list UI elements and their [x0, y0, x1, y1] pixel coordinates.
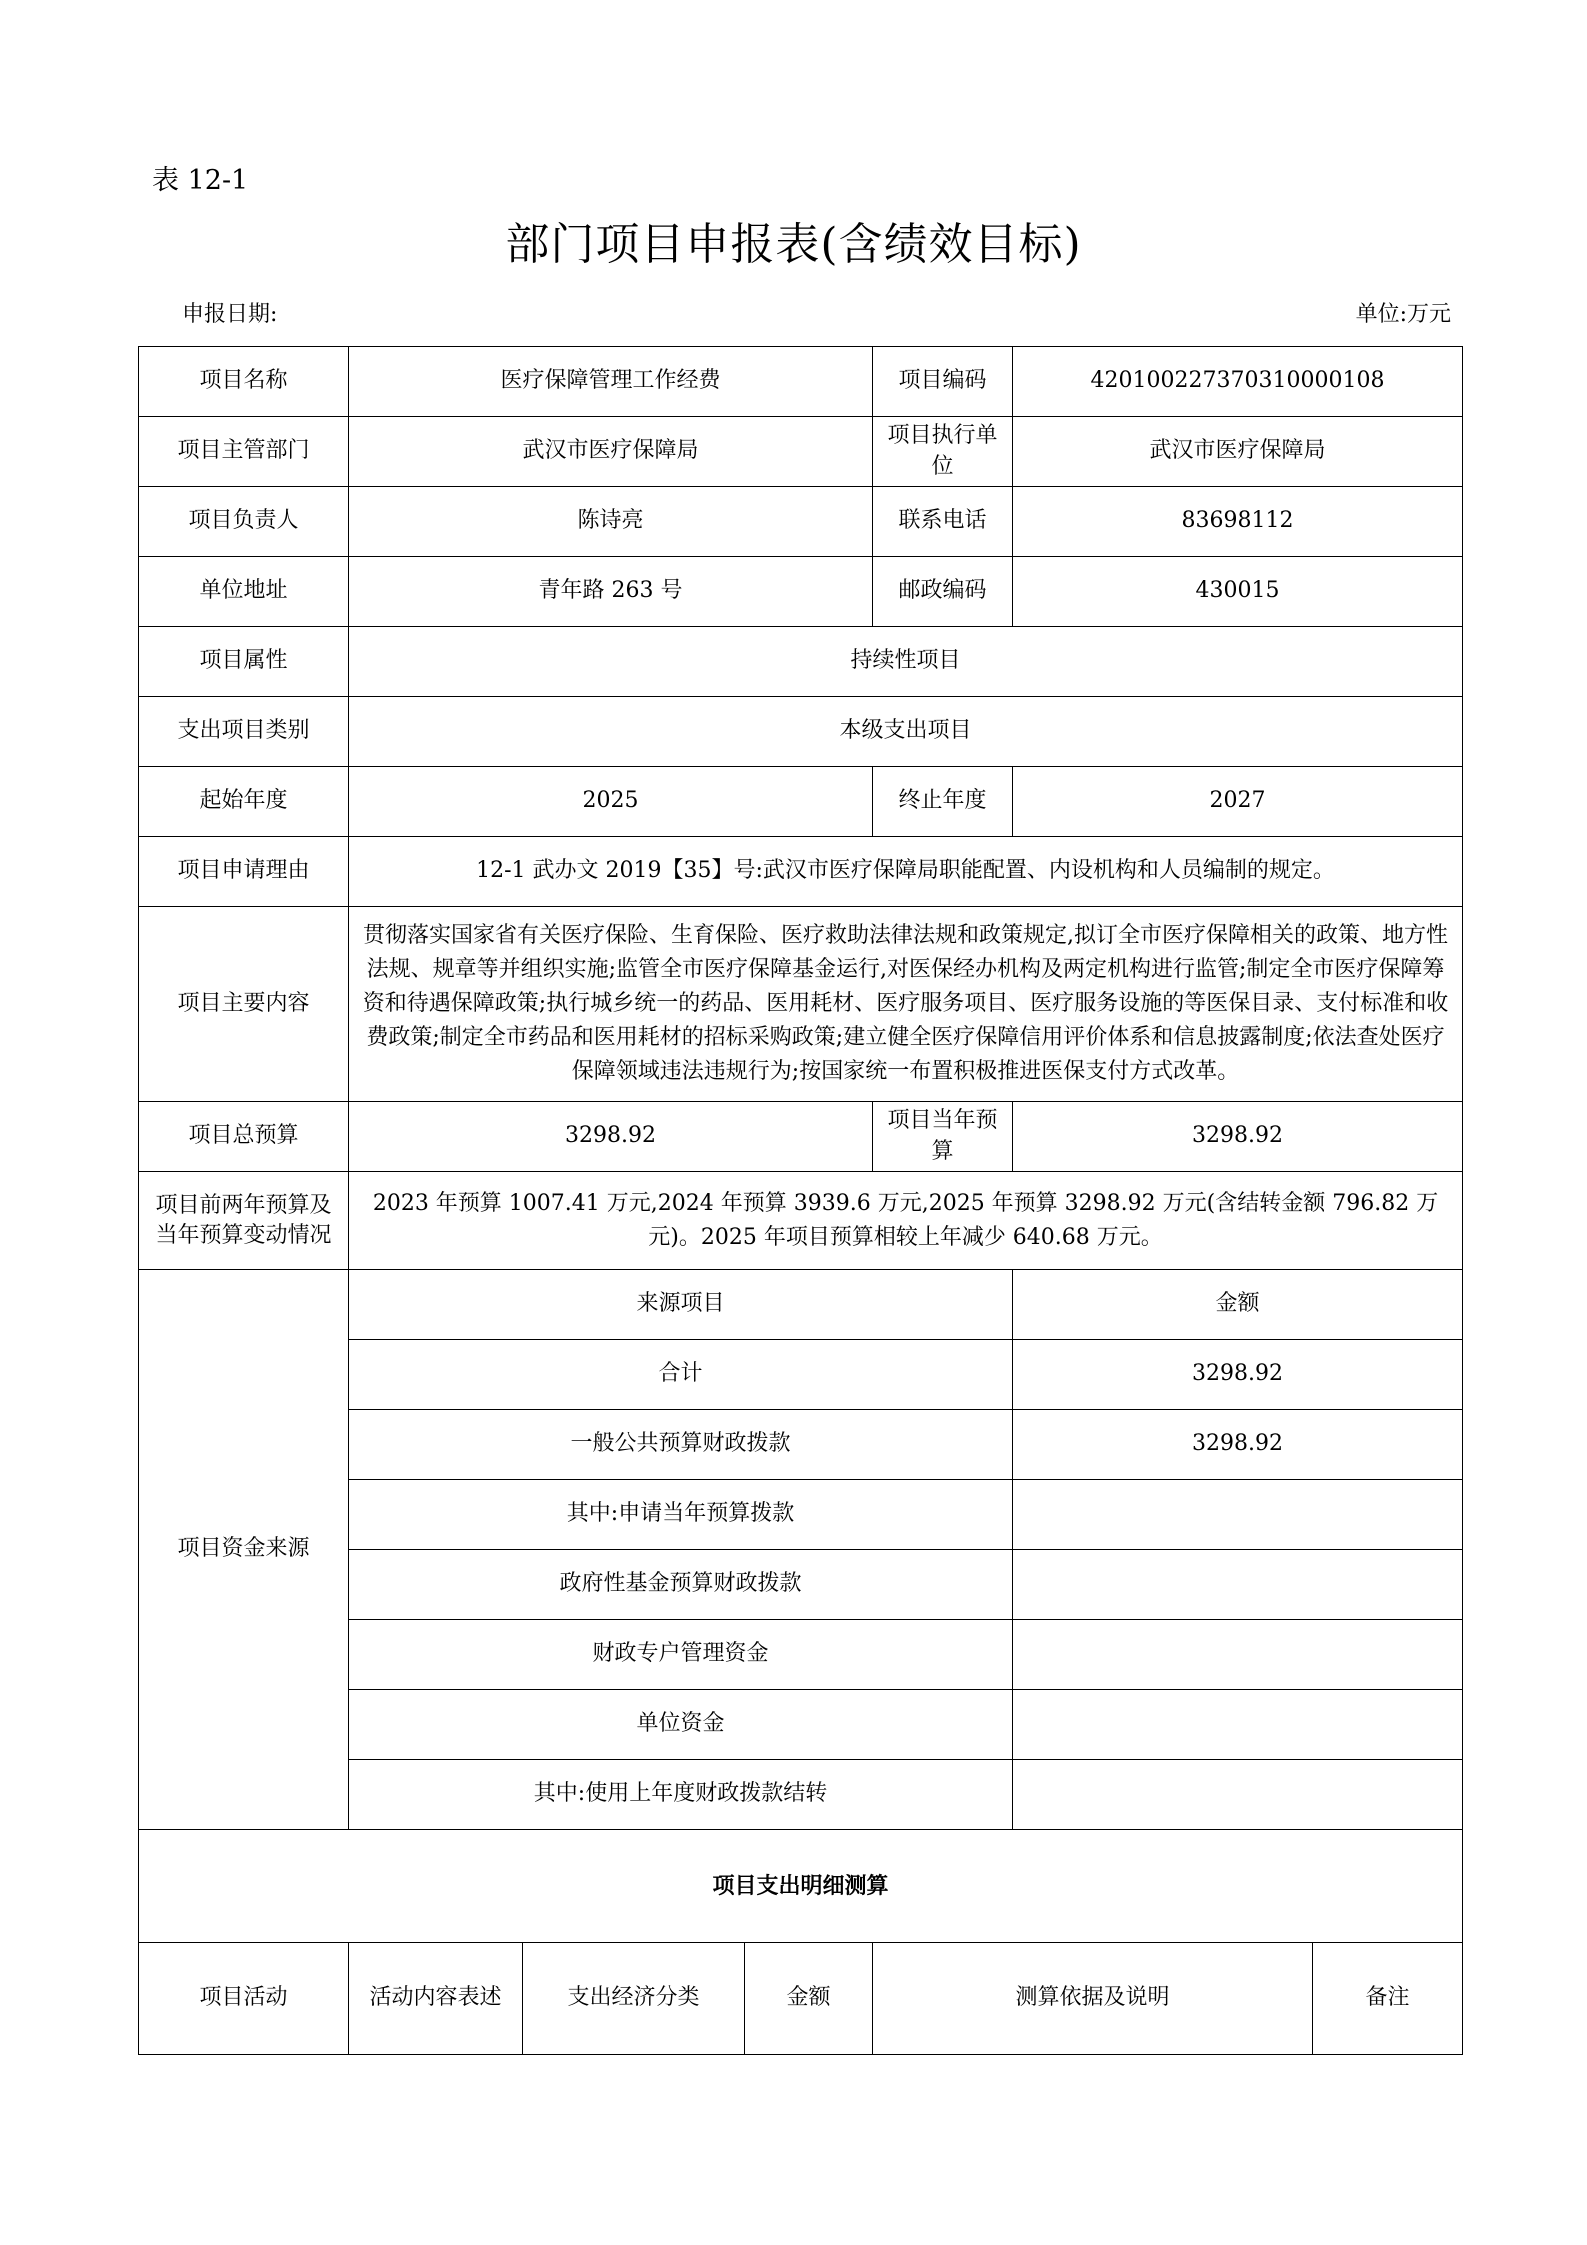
- row-owner: [139, 487, 1463, 557]
- funding-row-source: 财政专户管理资金: [349, 1620, 1013, 1690]
- row-reason: [139, 837, 1463, 907]
- reason-value: 12-1 武办文 2019【35】号:武汉市医疗保障局职能配置、内设机构和人员编制的规定。: [349, 837, 1463, 907]
- row-department: [139, 417, 1463, 487]
- funding-row-source: 一般公共预算财政拨款: [349, 1410, 1013, 1480]
- budget-change-value: 2023 年预算 1007.41 万元,2024 年预算 3939.6 万元,2025 年预算 3298.92 万元(含结转金额 796.82 万元)。2025 年项目预算相较上年减少 640.68 万元。: [349, 1172, 1463, 1270]
- funding-row-amount: [1013, 1620, 1463, 1690]
- detail-col-basis: 测算依据及说明: [873, 1943, 1313, 2055]
- end-year-label: 终止年度: [873, 767, 1013, 837]
- funding-row-source: 其中:使用上年度财政拨款结转: [349, 1760, 1013, 1830]
- owner-label: 项目负责人: [139, 487, 349, 557]
- unit-label: 单位:万元: [1355, 302, 1451, 327]
- project-name-label: 项目名称: [139, 347, 349, 417]
- current-budget-value: 3298.92: [1013, 1102, 1463, 1172]
- detail-col-activity: 项目活动: [139, 1943, 349, 2055]
- current-budget-label: 项目当年预算: [873, 1102, 1013, 1172]
- zip-value: 430015: [1013, 557, 1463, 627]
- row-address: [139, 557, 1463, 627]
- zip-label: 邮政编码: [873, 557, 1013, 627]
- project-code-label: 项目编码: [873, 347, 1013, 417]
- funding-row-amount: [1013, 1550, 1463, 1620]
- row-attribute: [139, 627, 1463, 697]
- document-title: 部门项目申报表(含绩效目标): [505, 219, 1082, 270]
- attribute-value: 持续性项目: [349, 627, 1463, 697]
- funding-col-amount: 金额: [1013, 1270, 1463, 1340]
- reason-label: 项目申请理由: [139, 837, 349, 907]
- row-years: [139, 767, 1463, 837]
- end-year-value: 2027: [1013, 767, 1463, 837]
- funding-row-amount: 3298.92: [1013, 1410, 1463, 1480]
- funding-row-amount: [1013, 1690, 1463, 1760]
- exec-unit-value: 武汉市医疗保障局: [1013, 417, 1463, 487]
- funding-row-source: 政府性基金预算财政拨款: [349, 1550, 1013, 1620]
- main-content-label: 项目主要内容: [139, 907, 349, 1102]
- project-declaration-table: [138, 346, 1463, 2055]
- address-label: 单位地址: [139, 557, 349, 627]
- table-number: 表 12-1: [152, 165, 249, 196]
- dept-label: 项目主管部门: [139, 417, 349, 487]
- row-expense-type: [139, 697, 1463, 767]
- phone-label: 联系电话: [873, 487, 1013, 557]
- exec-unit-label: 项目执行单位: [873, 417, 1013, 487]
- expense-type-label: 支出项目类别: [139, 697, 349, 767]
- project-code-value: 420100227370310000108: [1013, 347, 1463, 417]
- attribute-label: 项目属性: [139, 627, 349, 697]
- budget-change-label: 项目前两年预算及当年预算变动情况: [139, 1172, 349, 1270]
- declaration-date-label: 申报日期:: [182, 302, 278, 327]
- detail-header-row: [139, 1943, 1463, 2055]
- row-project-name: [139, 347, 1463, 417]
- expense-type-value: 本级支出项目: [349, 697, 1463, 767]
- detail-col-activity-content: 活动内容表述: [349, 1943, 523, 2055]
- row-budget-change: [139, 1172, 1463, 1270]
- total-budget-value: 3298.92: [349, 1102, 873, 1172]
- start-year-label: 起始年度: [139, 767, 349, 837]
- main-content-value: 贯彻落实国家省有关医疗保险、生育保险、医疗救助法律法规和政策规定,拟订全市医疗保障相关的政策、地方性法规、规章等并组织实施;监管全市医疗保障基金运行,对医保经办机构及两定机构进行监管;制定全市医疗保障筹资和待遇保障政策;执行城乡统一的药品、医用耗材、医疗服务项目、医疗服务设施的等医保目录、支付标准和收费政策;制定全市药品和医用耗材的招标采购政策;建立健全医疗保障信用评价体系和信息披露制度;依法查处医疗保障领域违法违规行为;按国家统一布置积极推进医保支付方式改革。: [349, 907, 1463, 1102]
- detail-col-amount: 金额: [745, 1943, 873, 2055]
- start-year-value: 2025: [349, 767, 873, 837]
- phone-value: 83698112: [1013, 487, 1463, 557]
- project-name-value: 医疗保障管理工作经费: [349, 347, 873, 417]
- owner-value: 陈诗亮: [349, 487, 873, 557]
- total-budget-label: 项目总预算: [139, 1102, 349, 1172]
- funding-row-amount: [1013, 1760, 1463, 1830]
- funding-source-label: 项目资金来源: [139, 1270, 349, 1830]
- funding-header-row: [139, 1270, 1463, 1340]
- detail-col-economic-class: 支出经济分类: [523, 1943, 745, 2055]
- funding-row-source: 其中:申请当年预算拨款: [349, 1480, 1013, 1550]
- funding-row-amount: 3298.92: [1013, 1340, 1463, 1410]
- funding-row-source: 合计: [349, 1340, 1013, 1410]
- row-main-content: [139, 907, 1463, 1102]
- detail-col-remarks: 备注: [1313, 1943, 1463, 2055]
- detail-section-title: 项目支出明细测算: [139, 1830, 1463, 1943]
- funding-row-amount: [1013, 1480, 1463, 1550]
- funding-row-source: 单位资金: [349, 1690, 1013, 1760]
- address-value: 青年路 263 号: [349, 557, 873, 627]
- funding-col-source: 来源项目: [349, 1270, 1013, 1340]
- detail-title-row: [139, 1830, 1463, 1943]
- dept-value: 武汉市医疗保障局: [349, 417, 873, 487]
- row-budget: [139, 1102, 1463, 1172]
